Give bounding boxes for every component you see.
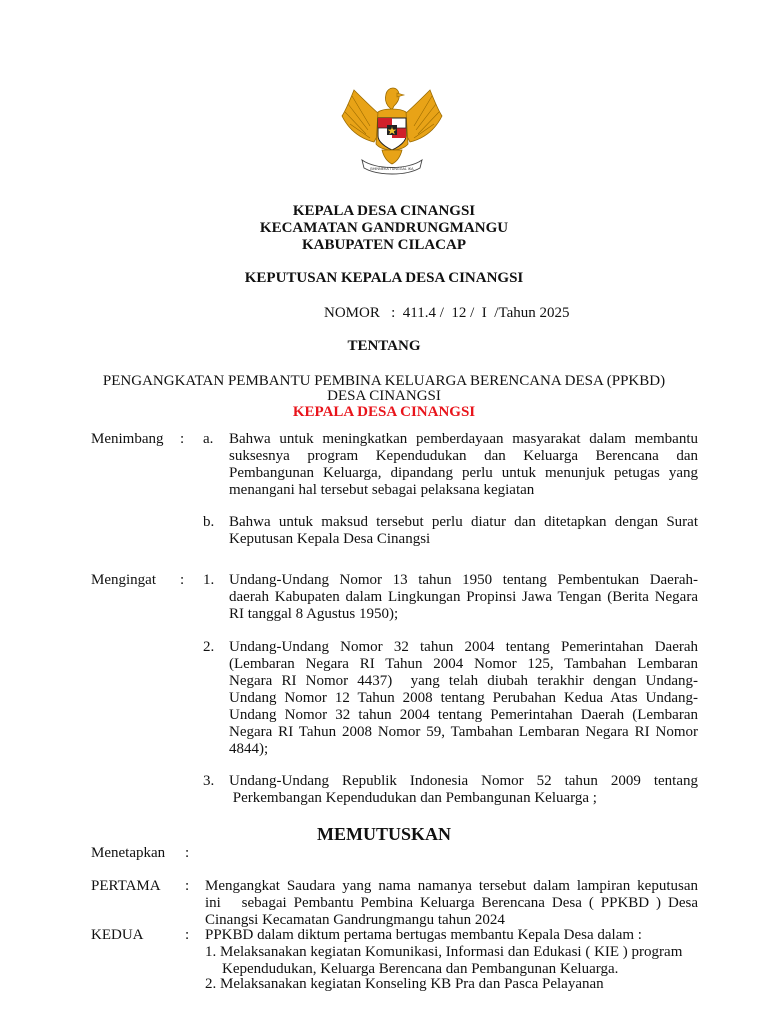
header-line-2: KECAMATAN GANDRUNGMANGU xyxy=(259,220,509,236)
kedua-item-2: 2. Melaksanakan kegiatan Konseling KB Pra dan Pasca Pelayanan xyxy=(205,976,604,992)
text-line: menangani hal tersebut sebagai pelaksana kegiatan xyxy=(229,482,535,498)
mengingat-label: Mengingat xyxy=(91,572,156,588)
text-line: Undang Nomor 12 Tahun 2008 tentang Perubahan Kedua Atas Undang- xyxy=(229,690,698,706)
decree-number: NOMOR : 411.4 / 12 / I /Tahun 2025 xyxy=(324,305,570,321)
mengingat-3-num: 3. xyxy=(203,773,215,789)
header-line-1: KEPALA DESA CINANGSI xyxy=(292,203,476,219)
menimbang-label: Menimbang xyxy=(91,431,164,447)
text-line: Undang Nomor 32 tahun 2004 tentang Pemerintahan Daerah (Lembaran xyxy=(229,707,698,723)
subject-line-2: DESA CINANGSI xyxy=(327,388,441,404)
mengingat-1-num: 1. xyxy=(203,572,215,588)
pertama-label: PERTAMA xyxy=(91,878,161,894)
kedua-label: KEDUA xyxy=(91,927,144,943)
text-line: Pembangunan Keluarga, dipandang perlu untuk menunjuk petugas yang xyxy=(229,465,698,481)
menimbang-a-text xyxy=(229,431,698,499)
mengingat-3-text xyxy=(229,773,698,807)
pertama-text xyxy=(205,878,698,929)
text-line: Cinangsi Kecamatan Gandrungmangu tahun 2024 xyxy=(205,912,505,928)
menimbang-b-num: b. xyxy=(203,514,215,530)
text-line: ini sebagai Pembantu Pembina Keluarga Berencana Desa ( PPKBD ) Desa xyxy=(205,895,698,911)
garuda-tail xyxy=(382,150,402,164)
text-line: Mengangkat Saudara yang nama namanya tersebut dalam lampiran keputusan xyxy=(205,878,698,894)
text-line: Perkembangan Kependudukan dan Pembangunan Keluarga ; xyxy=(229,790,597,806)
text-line: suksesnya program Kependudukan dan Keluarga Berencana dan xyxy=(229,448,698,464)
text-line: Keputusan Kepala Desa Cinangsi xyxy=(229,531,431,547)
menetapkan-colon: : xyxy=(185,845,190,861)
mengingat-2-text xyxy=(229,639,698,758)
text-line: 4844); xyxy=(229,741,269,757)
tentang-heading: TENTANG xyxy=(347,338,421,354)
text-line: Negara RI Nomor 4437) yang telah diubah terakhir dengan Undang- xyxy=(229,673,698,689)
text-line: RI tanggal 8 Agustus 1950); xyxy=(229,606,399,622)
memutuskan-heading: MEMUTUSKAN xyxy=(317,824,451,844)
mengingat-2-num: 2. xyxy=(203,639,215,655)
kedua-intro: PPKBD dalam diktum pertama bertugas membantu Kepala Desa dalam : xyxy=(205,927,642,943)
text-line: Undang-Undang Nomor 32 tahun 2004 tentang Pemerintahan Daerah xyxy=(229,639,698,655)
garuda-head xyxy=(385,88,399,110)
text-line: daerah Kabupaten dalam Lingkungan Propinsi Jawa Tengan (Berita Negara xyxy=(229,589,698,605)
subject-line-1: PENGANGKATAN PEMBANTU PEMBINA KELUARGA BERENCANA DESA (PPKBD) xyxy=(102,373,666,389)
decree-title: KEPUTUSAN KEPALA DESA CINANGSI xyxy=(244,270,524,286)
pertama-colon: : xyxy=(185,878,190,894)
kedua-item-1: 1. Melaksanakan kegiatan Komunikasi, Informasi dan Edukasi ( KIE ) program xyxy=(205,944,683,960)
kedua-item-1-cont: Kependudukan, Keluarga Berencana dan Pembangunan Keluarga. xyxy=(222,961,619,977)
menetapkan-label: Menetapkan xyxy=(91,845,166,861)
text-line: Bahwa untuk meningkatkan pemberdayaan masyarakat dalam membantu xyxy=(229,431,698,447)
text-line: Undang-Undang Nomor 13 tahun 1950 tentang Pembentukan Daerah- xyxy=(229,572,698,588)
kedua-colon: : xyxy=(185,927,190,943)
menimbang-b-text xyxy=(229,514,698,548)
text-line: (Lembaran Negara RI Tahun 2004 Nomor 125, Tambahan Lembaran xyxy=(229,656,698,672)
text-line: Negara RI Tahun 2008 Nomor 59, Tambahan Lembaran Negara RI Nomor xyxy=(229,724,698,740)
header-line-3: KABUPATEN CILACAP xyxy=(301,237,467,253)
menimbang-a-num: a. xyxy=(203,431,214,447)
mengingat-1-text xyxy=(229,572,698,623)
menimbang-colon: : xyxy=(180,431,185,447)
text-line: Undang-Undang Republik Indonesia Nomor 52 tahun 2009 tentang xyxy=(229,773,698,789)
text-line: Bahwa untuk maksud tersebut perlu diatur dan ditetapkan dengan Surat xyxy=(229,514,698,530)
motto-text: BHINNEKA TUNGGAL IKA xyxy=(370,167,414,171)
mengingat-colon: : xyxy=(180,572,185,588)
garuda-pancasila-emblem xyxy=(336,82,448,182)
authority-title: KEPALA DESA CINANGSI xyxy=(292,404,476,420)
